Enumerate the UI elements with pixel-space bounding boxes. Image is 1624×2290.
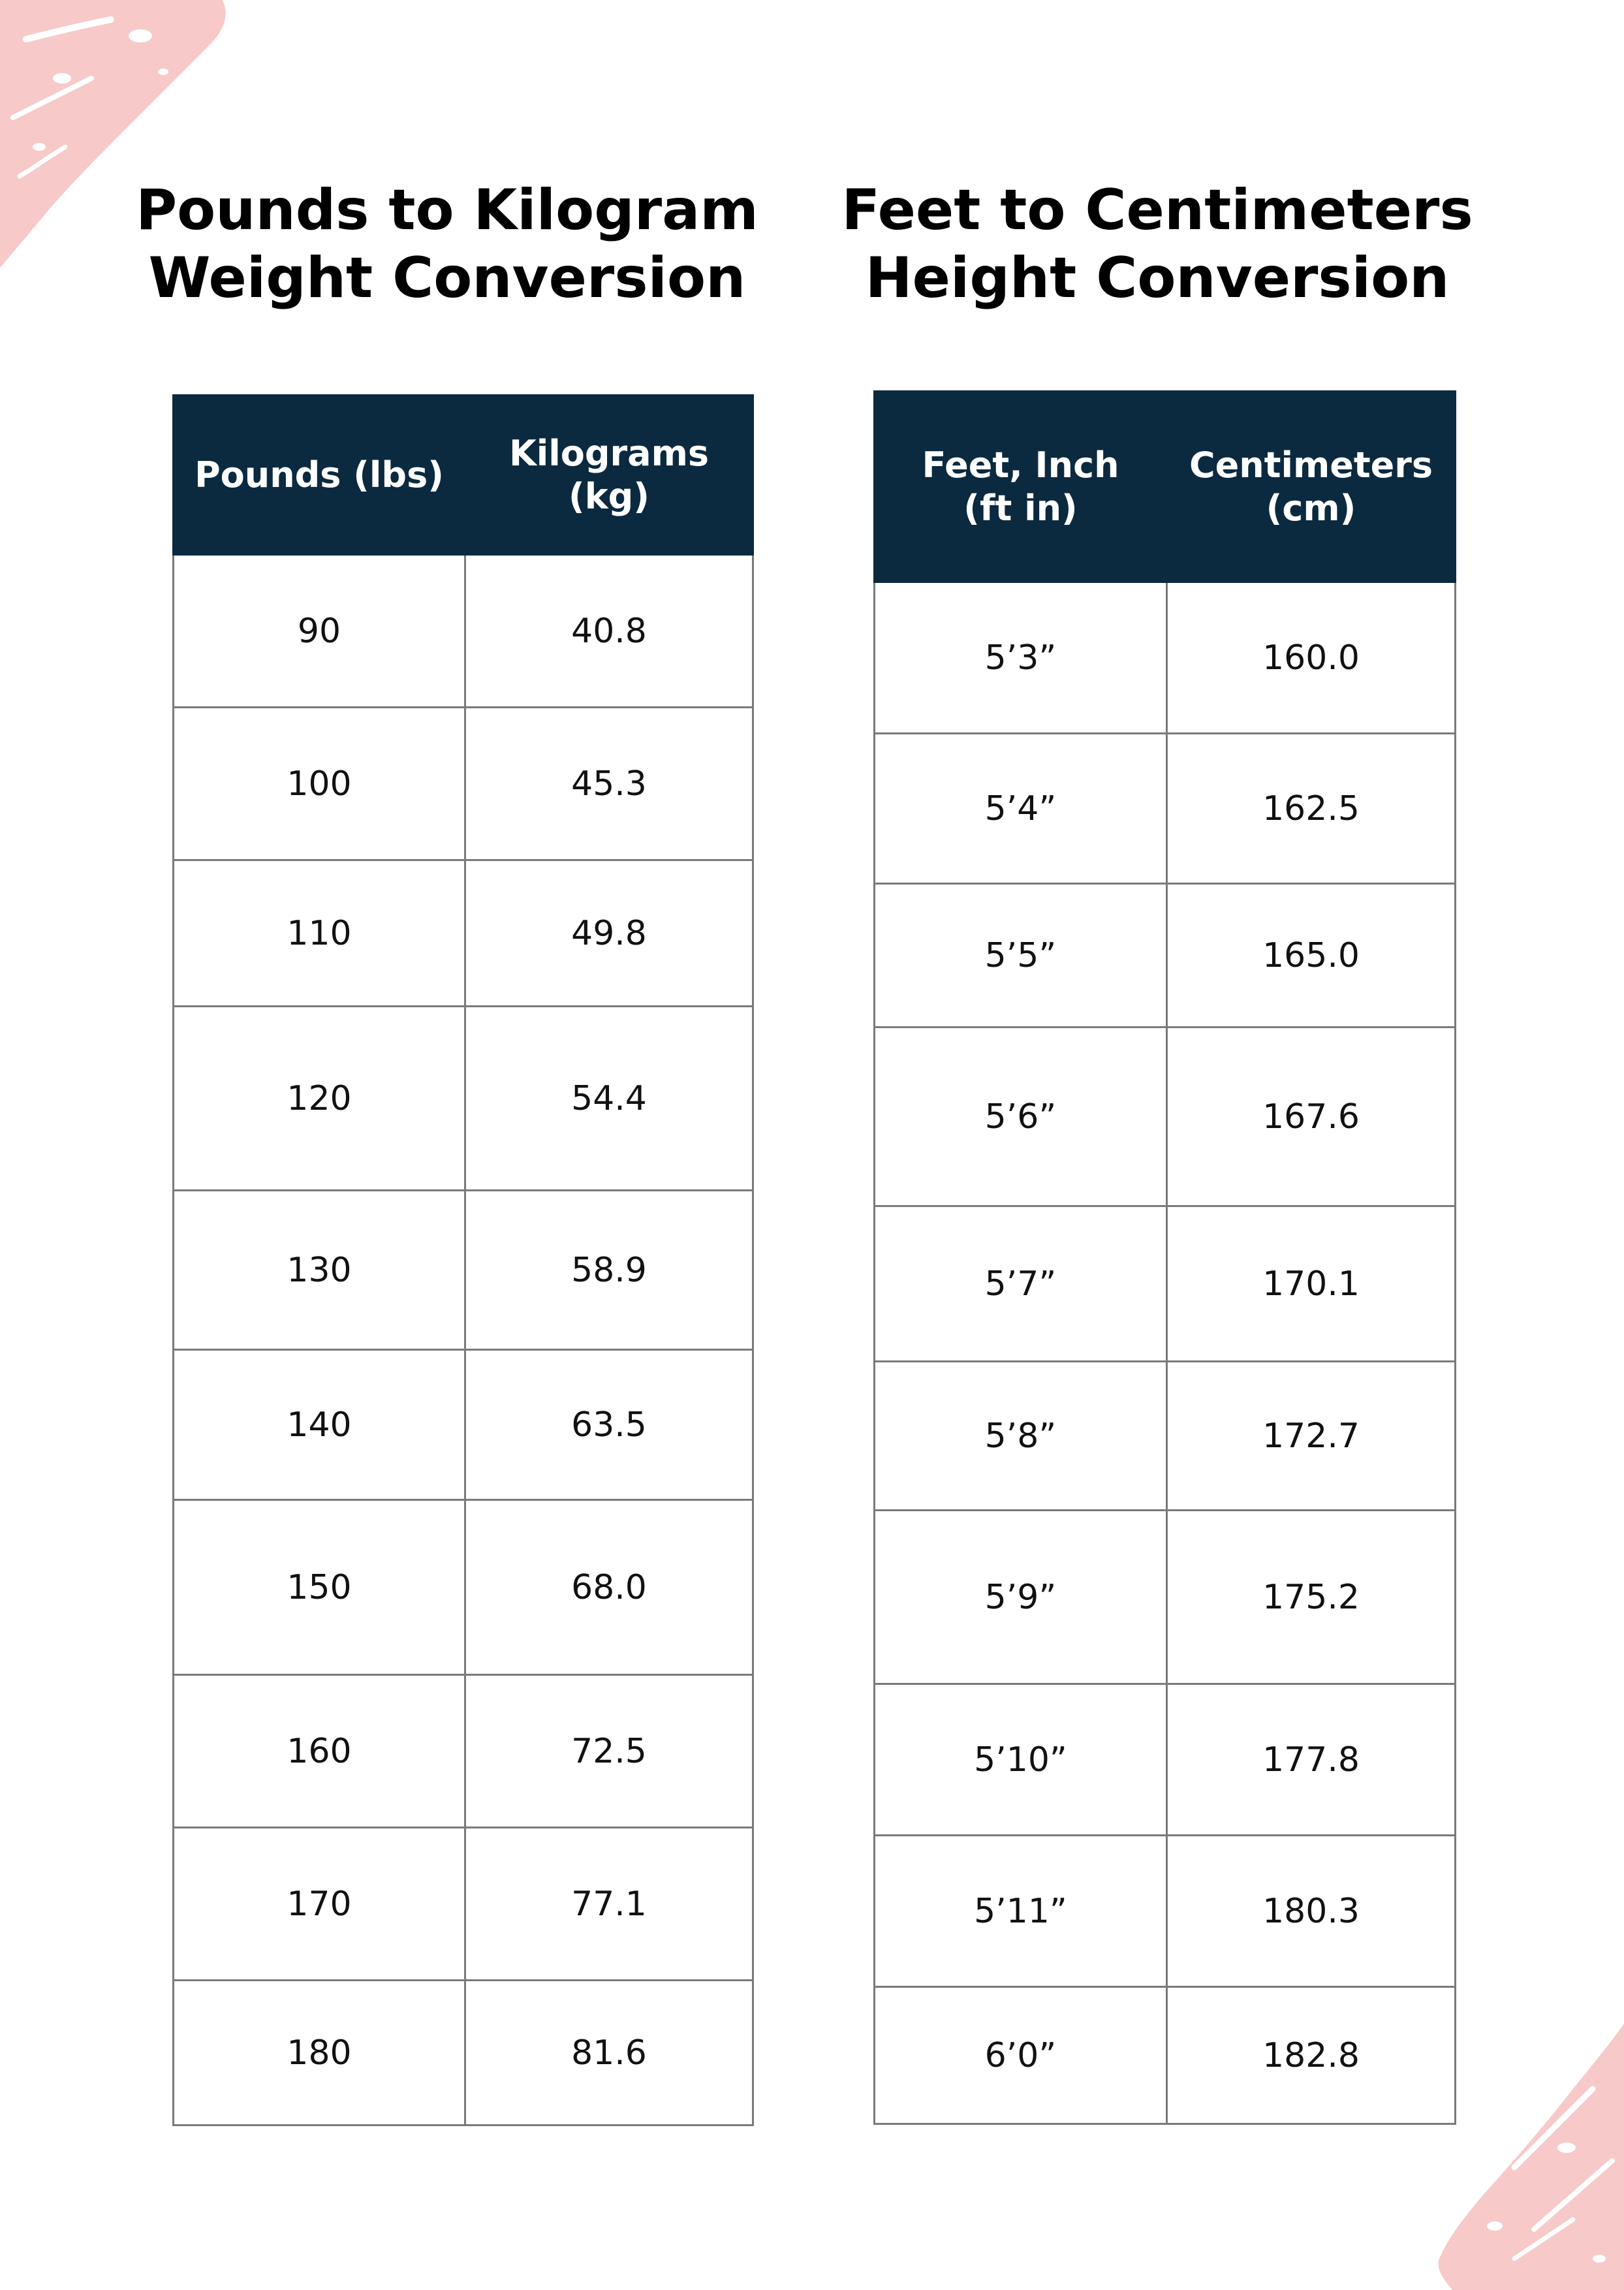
cell-cm: 180.3 (1167, 1836, 1456, 1987)
table-header-row (174, 396, 753, 555)
header-label-unit: (cm) (1266, 487, 1356, 529)
table-row (875, 1206, 1456, 1362)
cell-lbs: 160 (174, 1675, 465, 1828)
cell-lbs: 150 (174, 1500, 465, 1675)
table-row (875, 1684, 1456, 1836)
table-row (875, 1836, 1456, 1987)
column-header-kilograms (465, 396, 753, 555)
height-title-line2: Height Conversion (865, 245, 1450, 311)
cell-cm: 160.0 (1167, 582, 1456, 734)
cell-ft-in: 5’9” (875, 1511, 1167, 1684)
table-row (875, 582, 1456, 734)
table-row (174, 1500, 753, 1675)
cell-ft-in: 5’5” (875, 884, 1167, 1027)
table-row (174, 1981, 753, 2125)
column-header-pounds (174, 396, 465, 555)
cell-ft-in: 5’8” (875, 1362, 1167, 1511)
cell-lbs: 90 (174, 555, 465, 708)
cell-kg: 58.9 (465, 1191, 753, 1350)
table-row (174, 860, 753, 1007)
pink-brush-stroke-bottom (1436, 2011, 1624, 2290)
table-row (174, 1350, 753, 1500)
cell-cm: 172.7 (1167, 1362, 1456, 1511)
weight-conversion-title (88, 176, 806, 312)
cell-kg: 54.4 (465, 1007, 753, 1191)
weight-table-body (174, 555, 753, 2125)
header-label: Centimeters (1189, 444, 1433, 486)
cell-cm: 177.8 (1167, 1684, 1456, 1836)
cell-lbs: 110 (174, 860, 465, 1007)
cell-cm: 165.0 (1167, 884, 1456, 1027)
cell-kg: 72.5 (465, 1675, 753, 1828)
weight-title-line2: Weight Conversion (148, 245, 746, 311)
cell-lbs: 100 (174, 708, 465, 860)
cell-kg: 49.8 (465, 860, 753, 1007)
cell-kg: 45.3 (465, 708, 753, 860)
cell-cm: 170.1 (1167, 1206, 1456, 1362)
column-header-centimeters (1167, 392, 1456, 582)
cell-ft-in: 5’6” (875, 1027, 1167, 1206)
cell-ft-in: 5’4” (875, 734, 1167, 884)
table-row (174, 1007, 753, 1191)
cell-kg: 77.1 (465, 1828, 753, 1981)
header-label: Pounds (lbs) (195, 454, 444, 495)
cell-cm: 162.5 (1167, 734, 1456, 884)
cell-cm: 182.8 (1167, 1987, 1456, 2124)
cell-ft-in: 5’7” (875, 1206, 1167, 1362)
weight-conversion-table (172, 394, 754, 2126)
cell-ft-in: 6’0” (875, 1987, 1167, 2124)
cell-kg: 40.8 (465, 555, 753, 708)
cell-kg: 81.6 (465, 1981, 753, 2125)
table-row (174, 1191, 753, 1350)
table-header-row (875, 392, 1456, 582)
height-table-body (875, 582, 1456, 2124)
height-conversion-table (873, 390, 1456, 2125)
cell-lbs: 130 (174, 1191, 465, 1350)
cell-cm: 175.2 (1167, 1511, 1456, 1684)
table-row (875, 1511, 1456, 1684)
table-row (174, 708, 753, 860)
header-label-unit: (ft in) (963, 487, 1078, 529)
header-label: Kilograms (508, 432, 710, 474)
table-row (875, 1027, 1456, 1206)
table-row (174, 1675, 753, 1828)
table-row (875, 1987, 1456, 2124)
table-row (875, 884, 1456, 1027)
header-label: Feet, Inch (922, 444, 1119, 486)
height-conversion-title (798, 176, 1516, 312)
cell-cm: 167.6 (1167, 1027, 1456, 1206)
cell-kg: 68.0 (465, 1500, 753, 1675)
table-row (875, 1362, 1456, 1511)
cell-ft-in: 5’11” (875, 1836, 1167, 1987)
header-label-unit: (kg) (569, 475, 649, 517)
table-row (174, 1828, 753, 1981)
cell-lbs: 180 (174, 1981, 465, 2125)
cell-lbs: 140 (174, 1350, 465, 1500)
cell-lbs: 120 (174, 1007, 465, 1191)
column-header-feet-inch (875, 392, 1167, 582)
weight-title-line1: Pounds to Kilogram (136, 178, 758, 243)
cell-lbs: 170 (174, 1828, 465, 1981)
cell-ft-in: 5’3” (875, 582, 1167, 734)
cell-ft-in: 5’10” (875, 1684, 1167, 1836)
table-row (875, 734, 1456, 884)
cell-kg: 63.5 (465, 1350, 753, 1500)
table-row (174, 555, 753, 708)
height-title-line1: Feet to Centimeters (841, 178, 1473, 243)
